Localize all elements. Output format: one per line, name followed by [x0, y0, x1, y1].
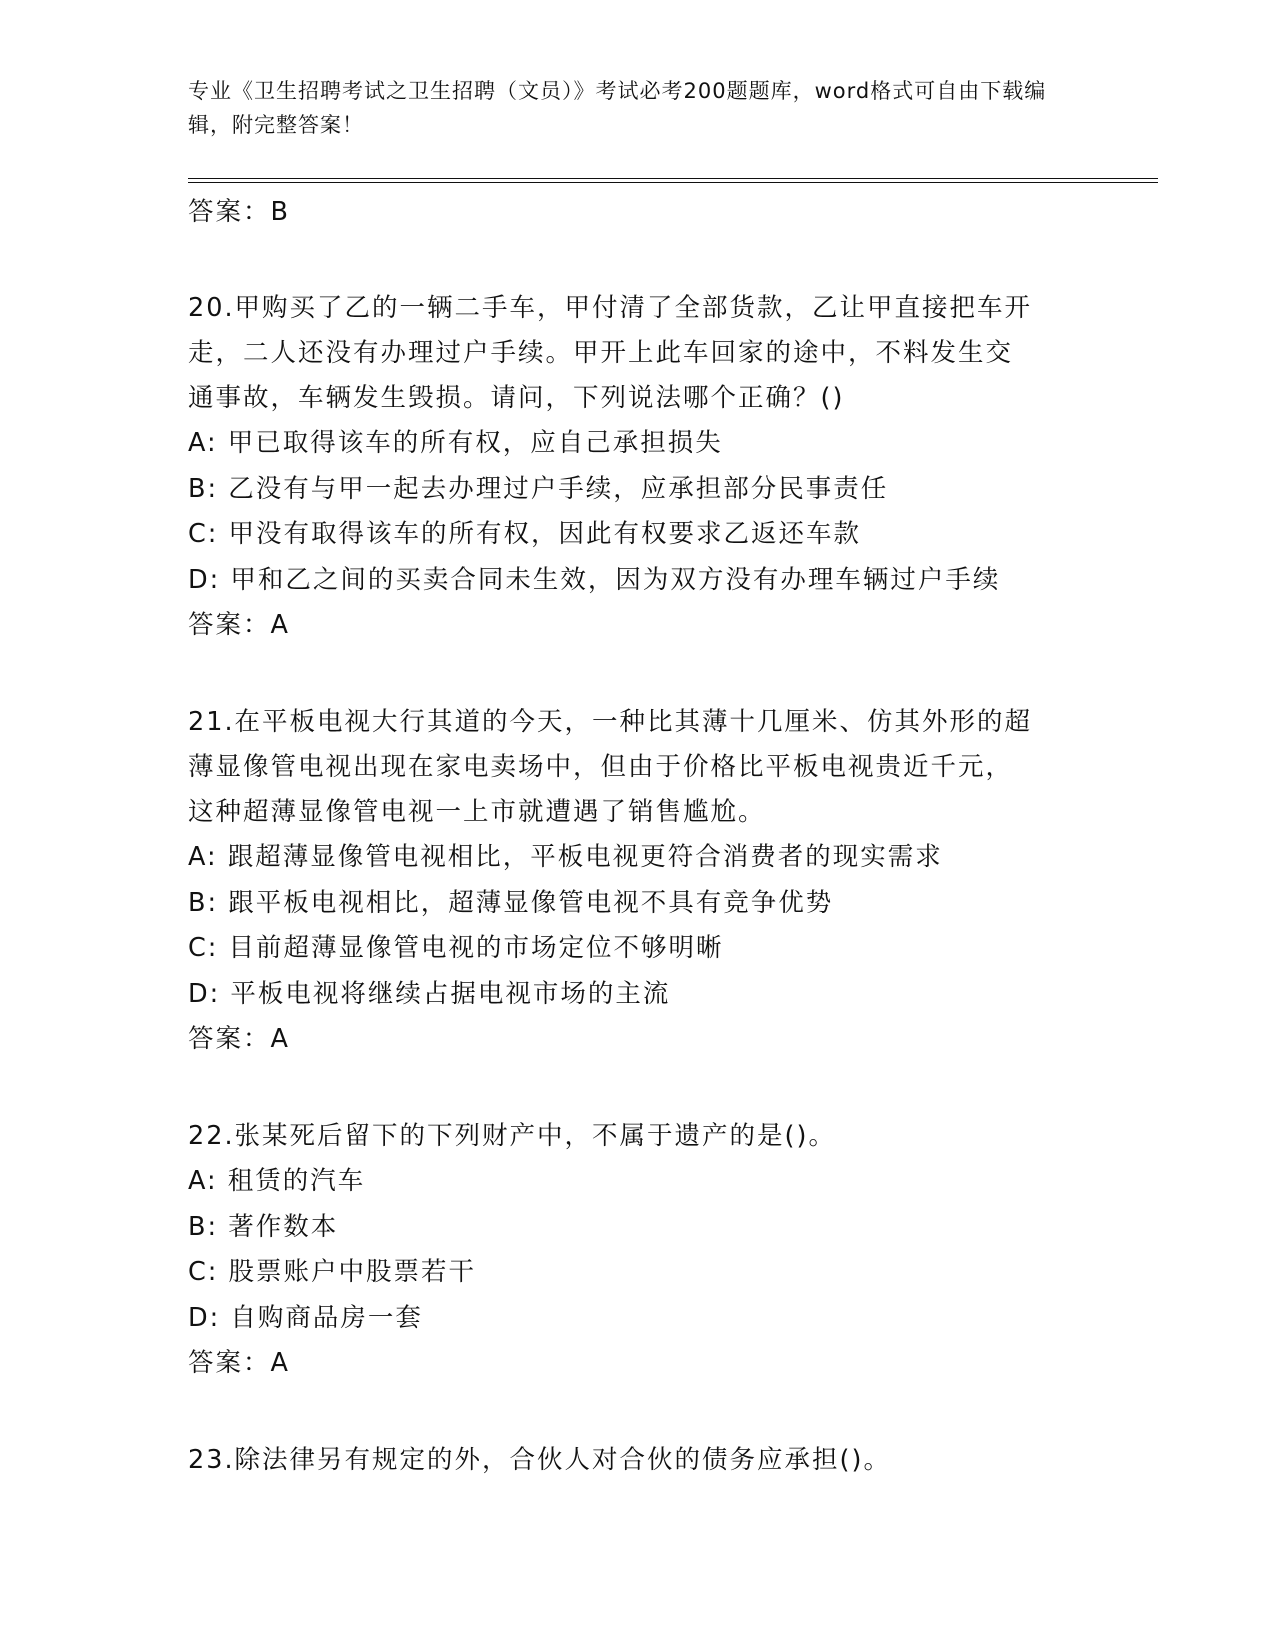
question-stem: [188, 286, 1088, 421]
stem-line: 这种超薄显像管电视一上市就遭遇了销售尴尬。: [188, 797, 766, 827]
question-stem: [188, 1438, 1088, 1483]
header-title: 专业《卫生招聘考试之卫生招聘（文员）》考试必考200题题库，word格式可自由下载编辑，附完整答案！: [188, 79, 1047, 137]
question-21: [188, 700, 1088, 1062]
option-a: A: 甲已取得该车的所有权，应自己承担损失: [188, 428, 723, 458]
question-stem: [188, 1114, 1088, 1159]
option-b: B: 著作数本: [188, 1211, 339, 1242]
stem-line: 薄显像管电视出现在家电卖场中，但由于价格比平板电视贵近千元，: [188, 752, 1014, 782]
stem-line: 20.甲购买了乙的一辆二手车，甲付清了全部货款，乙让甲直接把车开: [188, 293, 1033, 323]
stem-line: 22.张某死后留下的下列财产中，不属于遗产的是()。: [188, 1121, 836, 1151]
option-a: A: 租赁的汽车: [188, 1166, 366, 1196]
header-divider: [188, 178, 1158, 183]
previous-answer: 答案：B: [188, 197, 290, 227]
questions-container: [188, 286, 1088, 1483]
option-d: D: 甲和乙之间的买卖合同未生效，因为双方没有办理车辆过户手续: [188, 564, 1001, 595]
option-c: C: 股票账户中股票若干: [188, 1257, 477, 1287]
option-c: C: 甲没有取得该车的所有权，因此有权要求乙返还车款: [188, 519, 862, 549]
question-22: [188, 1114, 1088, 1386]
option-c: C: 目前超薄显像管电视的市场定位不够明晰: [188, 933, 724, 963]
question-23: [188, 1438, 1088, 1483]
stem-line: 通事故，车辆发生毁损。请问，下列说法哪个正确？(): [188, 383, 845, 413]
stem-line: 23.除法律另有规定的外，合伙人对合伙的债务应承担()。: [188, 1445, 891, 1475]
option-d: D: 平板电视将继续占据电视市场的主流: [188, 978, 671, 1009]
stem-line: 走，二人还没有办理过户手续。甲开上此车回家的途中，不料发生交: [188, 338, 1014, 368]
option-b: B: 跟平板电视相比，超薄显像管电视不具有竞争优势: [188, 887, 834, 918]
stem-line: 21.在平板电视大行其道的今天，一种比其薄十几厘米、仿其外形的超: [188, 707, 1033, 737]
answer-line: 答案：A: [188, 1024, 290, 1054]
answer-line: 答案：A: [188, 1348, 290, 1378]
answer-line: 答案：A: [188, 610, 290, 640]
page-header: [188, 74, 1068, 142]
option-d: D: 自购商品房一套: [188, 1302, 423, 1333]
option-a: A: 跟超薄显像管电视相比，平板电视更符合消费者的现实需求: [188, 842, 943, 872]
question-20: [188, 286, 1088, 648]
question-list: [188, 190, 1088, 1483]
option-b: B: 乙没有与甲一起去办理过户手续，应承担部分民事责任: [188, 473, 889, 504]
question-stem: [188, 700, 1088, 835]
